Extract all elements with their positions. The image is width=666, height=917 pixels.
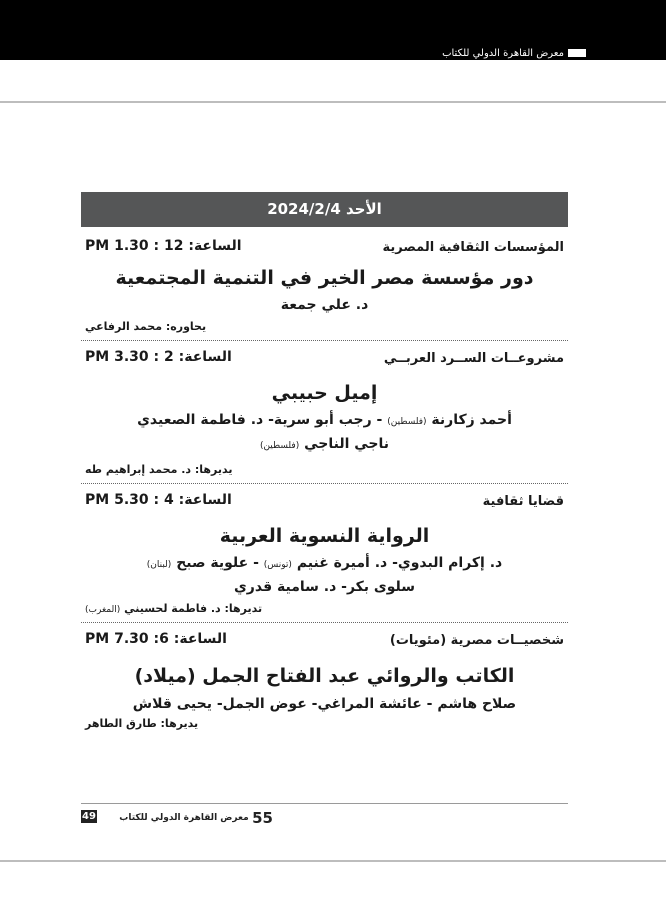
dotted-separator — [81, 622, 568, 623]
session-speakers — [81, 294, 568, 316]
moderator-row — [81, 717, 568, 733]
speaker-name: ناجي الناجي — [304, 436, 390, 452]
footer-logo-text: معرض القاهرة الدولي للكتاب — [119, 813, 249, 823]
dotted-separator — [81, 483, 568, 484]
moderator-country: (المغرب) — [85, 605, 121, 615]
session-speakers — [81, 693, 568, 715]
speaker-line — [81, 576, 568, 598]
session-moderator: يديرها: طارق الطاهر — [85, 717, 199, 730]
speaker-line: صلاح هاشم - عائشة المراغي- عوض الجمل- يحيى قلاش — [132, 696, 517, 712]
session-header — [81, 236, 568, 260]
session-1 — [81, 236, 568, 341]
speaker-country: (فلسطين) — [387, 417, 427, 427]
session-time: الساعة: 4 : 5.30 PM — [85, 492, 232, 508]
top-divider — [0, 101, 666, 103]
speaker-names: سلوى بكر- د. سامية قدري — [233, 579, 416, 595]
session-category: مشروعــات الســرد العربــي — [383, 351, 564, 366]
session-title: إميل حبيبي — [271, 382, 378, 404]
session-speakers — [81, 552, 568, 598]
speaker-country: (لبنان) — [146, 560, 172, 570]
session-category: شخصيــات مصرية (مئويات) — [389, 633, 564, 648]
speaker-country: (فلسطين) — [259, 441, 300, 451]
session-title: الكاتب والروائي عبد الفتاح الجمل (ميلاد) — [134, 665, 515, 687]
speaker-line — [81, 552, 568, 576]
bottom-divider — [0, 860, 666, 862]
session-4 — [81, 629, 568, 733]
session-header — [81, 629, 568, 653]
session-header — [81, 490, 568, 514]
speaker-line: د. علي جمعة — [280, 297, 369, 313]
session-header — [81, 347, 568, 371]
session-speakers — [81, 409, 568, 457]
dotted-separator — [81, 340, 568, 341]
session-3 — [81, 490, 568, 623]
header-logo — [406, 48, 586, 60]
session-title: دور مؤسسة مصر الخير في التنمية المجتمعية — [115, 267, 534, 289]
program-content — [81, 192, 568, 733]
session-2 — [81, 347, 568, 484]
speaker-name: أحمد زكارنة — [431, 412, 512, 428]
page-number: 49 — [82, 811, 96, 822]
speaker-line — [81, 433, 568, 457]
session-time: الساعة: 6: 7.30 PM — [85, 631, 227, 647]
session-time: الساعة: 12 : 1.30 PM — [85, 238, 242, 254]
moderator-name: تديرها: د. فاطمة لحسيني — [124, 602, 263, 615]
moderator-row — [81, 320, 568, 336]
footer-divider — [81, 803, 568, 804]
speaker-line — [81, 409, 568, 433]
speaker-names: د. إكرام البدوي- د. أميرة غنيم — [296, 555, 503, 571]
header-logo-text: معرض القاهرة الدولي للكتاب — [442, 48, 564, 59]
speaker-name: - علوية صبح — [176, 555, 264, 571]
session-time: الساعة: 2 : 3.30 PM — [85, 349, 232, 365]
moderator-row — [81, 602, 568, 618]
date-banner: الأحد 2024/2/4 — [81, 192, 568, 227]
session-moderator: يحاوره: محمد الرفاعي — [85, 320, 207, 333]
session-moderator — [85, 602, 262, 615]
top-black-band — [0, 0, 666, 60]
edition-number: 55 — [252, 809, 273, 824]
session-title: الرواية النسوية العربية — [219, 525, 430, 547]
session-category: المؤسسات الثقافية المصرية — [382, 240, 564, 255]
session-moderator: يديرها: د. محمد إبراهيم طه — [85, 463, 233, 476]
session-category: قضايا ثقافية — [482, 494, 564, 509]
speaker-names: - رجب أبو سرية- د. فاطمة الصعيدي — [137, 412, 388, 428]
footer-logo — [98, 809, 273, 824]
speaker-country: (تونس) — [263, 560, 292, 570]
moderator-row — [81, 463, 568, 479]
